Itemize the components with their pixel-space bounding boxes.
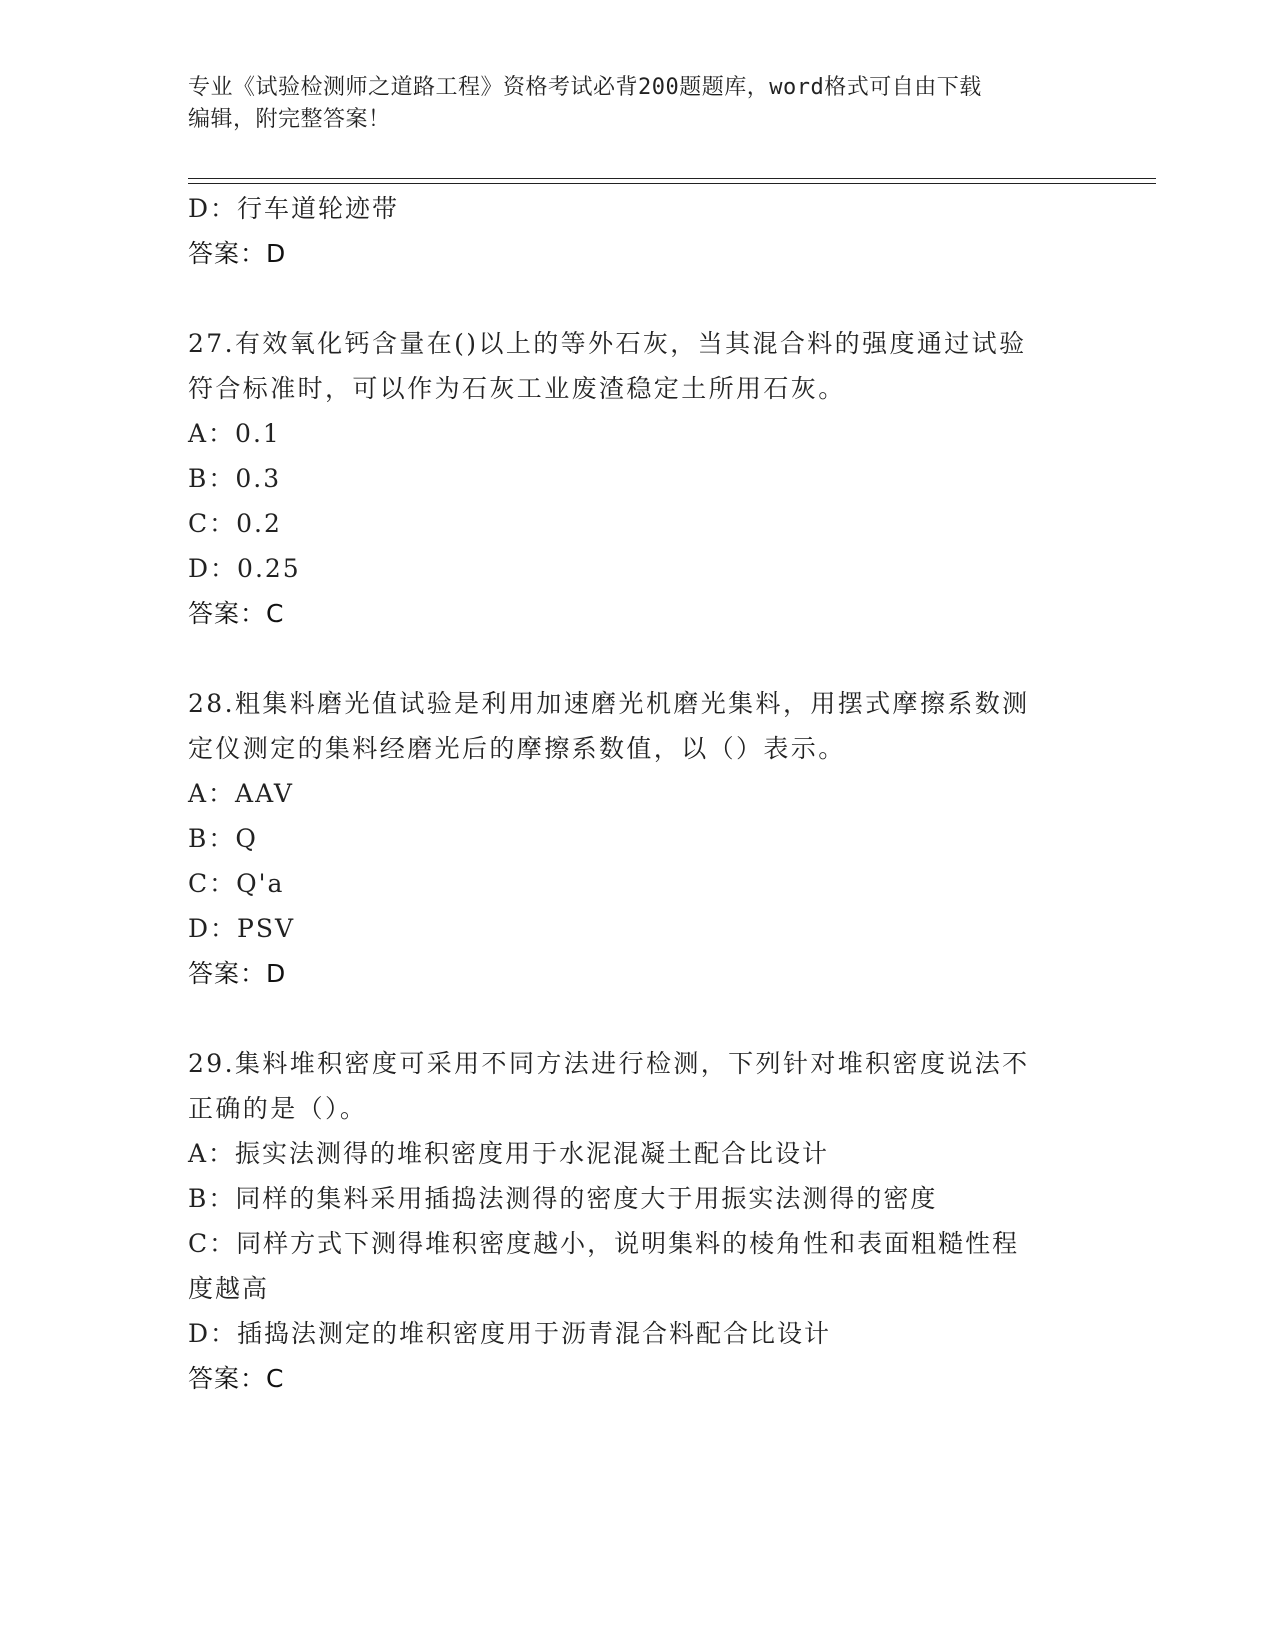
document-header	[188, 72, 1088, 136]
question-28-answer: 答案：D	[188, 959, 287, 988]
question-29	[188, 1041, 1088, 1401]
question-29-text-line-2: 正确的是（）。	[188, 1094, 368, 1123]
question-29-option-d: D：插捣法测定的堆积密度用于沥青混合料配合比设计	[188, 1319, 832, 1348]
header-line-2: 编辑，附完整答案！	[188, 107, 391, 132]
question-28-option-c: C：Q'a	[188, 869, 285, 898]
prev-option-d: D：行车道轮迹带	[188, 194, 400, 223]
header-divider-top	[188, 178, 1156, 179]
question-29-option-b: B：同样的集料采用插捣法测得的密度大于用振实法测得的密度	[188, 1184, 938, 1213]
question-28-text-line-2: 定仪测定的集料经磨光后的摩擦系数值，以（）表示。	[188, 734, 846, 763]
question-27-option-b: B：0.3	[188, 464, 282, 493]
question-29-text-line-1: 29.集料堆积密度可采用不同方法进行检测，下列针对堆积密度说法不	[188, 1049, 1030, 1078]
document-body	[188, 186, 1088, 1401]
spacer	[188, 996, 1088, 1041]
header-line-1: 专业《试验检测师之道路工程》资格考试必背200题题库，word格式可自由下载	[188, 75, 982, 100]
question-27-answer: 答案：C	[188, 599, 285, 628]
question-28-option-d: D：PSV	[188, 914, 296, 943]
question-27-option-a: A：0.1	[188, 419, 281, 448]
question-27-text-line-2: 符合标准时，可以作为石灰工业废渣稳定土所用石灰。	[188, 374, 846, 403]
question-28-option-a: A：AAV	[188, 779, 294, 808]
question-27	[188, 321, 1088, 636]
question-27-option-c: C：0.2	[188, 509, 282, 538]
question-29-answer: 答案：C	[188, 1364, 285, 1393]
question-29-option-c: C：同样方式下测得堆积密度越小，说明集料的棱角性和表面粗糙性程	[188, 1229, 1020, 1258]
question-29-option-a: A：振实法测得的堆积密度用于水泥混凝土配合比设计	[188, 1139, 830, 1168]
question-28-text-line-1: 28.粗集料磨光值试验是利用加速磨光机磨光集料，用摆式摩擦系数测	[188, 689, 1030, 718]
question-29-option-c-continued: 度越高	[188, 1274, 270, 1303]
question-27-option-d: D：0.25	[188, 554, 301, 583]
question-28-option-b: B：Q	[188, 824, 258, 853]
question-27-text-line-1: 27.有效氧化钙含量在()以上的等外石灰，当其混合料的强度通过试验	[188, 329, 1027, 358]
header-divider-bottom	[188, 183, 1156, 184]
spacer	[188, 636, 1088, 681]
question-28	[188, 681, 1088, 996]
prev-answer: 答案：D	[188, 239, 287, 268]
spacer	[188, 276, 1088, 321]
